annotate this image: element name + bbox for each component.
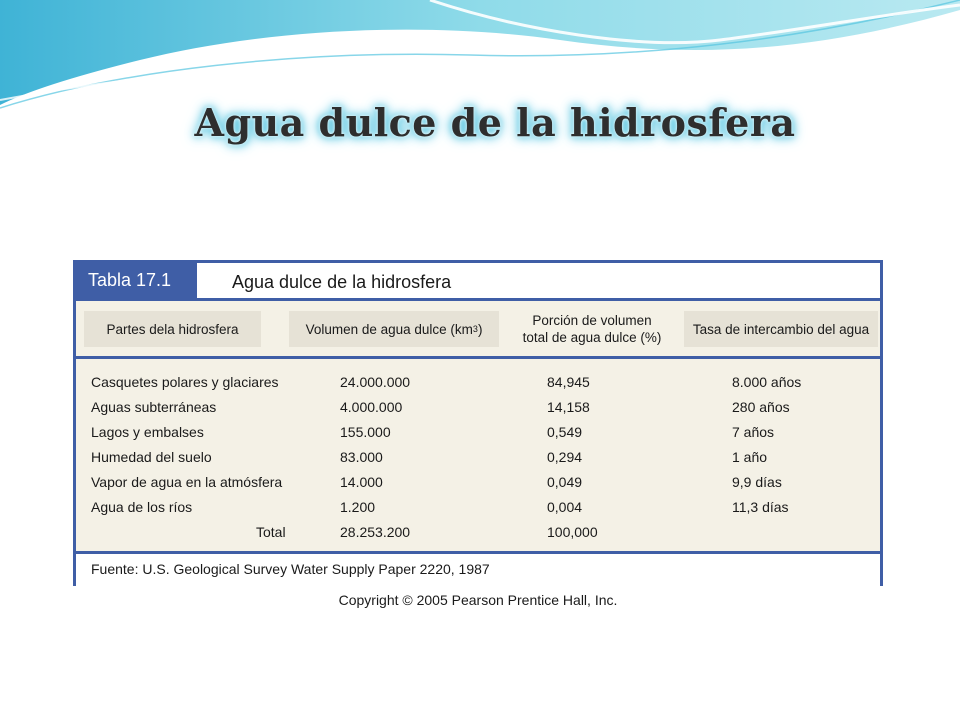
cell-portion: 84,945 [547,374,590,390]
cell-exchange: 1 año [732,449,768,465]
header-volume-label: Volumen de agua dulce (km [305,321,473,337]
header-volume-close: ) [477,321,483,337]
cell-volume: 155.000 [340,424,391,440]
table-caption-bar [76,263,880,301]
cell-part: Casquetes polares y glaciares [91,374,279,390]
cell-volume: 24.000.000 [340,374,411,390]
header-portion-line1: Porción de volumen [532,313,652,328]
cell-part: Humedad del suelo [91,449,212,465]
total-label: Total [256,524,286,540]
cell-part: Vapor de agua en la atmósfera [91,474,283,490]
cell-portion: 0,294 [547,449,583,465]
header-volume-exponent: 3 [472,323,478,334]
header-portion-line2: total de agua dulce (%) [522,330,662,345]
cell-part: Lagos y embalses [91,424,204,440]
table-row [76,396,880,421]
cell-exchange: 7 años [732,424,775,440]
table-row [76,371,880,396]
table-body [76,371,880,546]
cell-exchange: 9,9 días [732,474,782,490]
table-number: Tabla 17.1 [76,263,197,298]
table-caption: Agua dulce de la hidrosfera [232,272,452,292]
table-header-row [76,301,880,359]
table-row [76,496,880,521]
table-frame [73,260,883,586]
cell-portion: 0,049 [547,474,583,490]
cell-volume: 4.000.000 [340,399,403,415]
table-total-row [76,521,880,546]
header-portion [502,305,682,353]
cell-part: Agua de los ríos [91,499,193,515]
cell-volume: 83.000 [340,449,383,465]
table-row [76,446,880,471]
cell-portion: 0,004 [547,499,583,515]
copyright-notice: Copyright © 2005 Pearson Prentice Hall, Inc. [338,592,618,608]
table-row [76,471,880,496]
header-volume [289,311,499,347]
cell-volume: 14.000 [340,474,383,490]
source-text: Fuente: U.S. Geological Survey Water Supply Paper 2220, 1987 [91,561,490,577]
header-parts: Partes dela hidrosfera [84,311,261,347]
total-portion: 100,000 [547,524,598,540]
cell-exchange: 280 años [732,399,790,415]
slide-title: Agua dulce de la hidrosfera [194,100,796,145]
cell-part: Aguas subterráneas [91,399,217,415]
total-volume: 28.253.200 [340,524,411,540]
cell-portion: 14,158 [547,399,590,415]
header-exchange: Tasa de intercambio del agua [684,311,878,347]
cell-exchange: 11,3 días [732,499,789,515]
table-row [76,421,880,446]
cell-portion: 0,549 [547,424,583,440]
cell-volume: 1.200 [340,499,376,515]
data-table-figure [68,255,888,615]
cell-exchange: 8.000 años [732,374,802,390]
table-source [76,551,880,586]
